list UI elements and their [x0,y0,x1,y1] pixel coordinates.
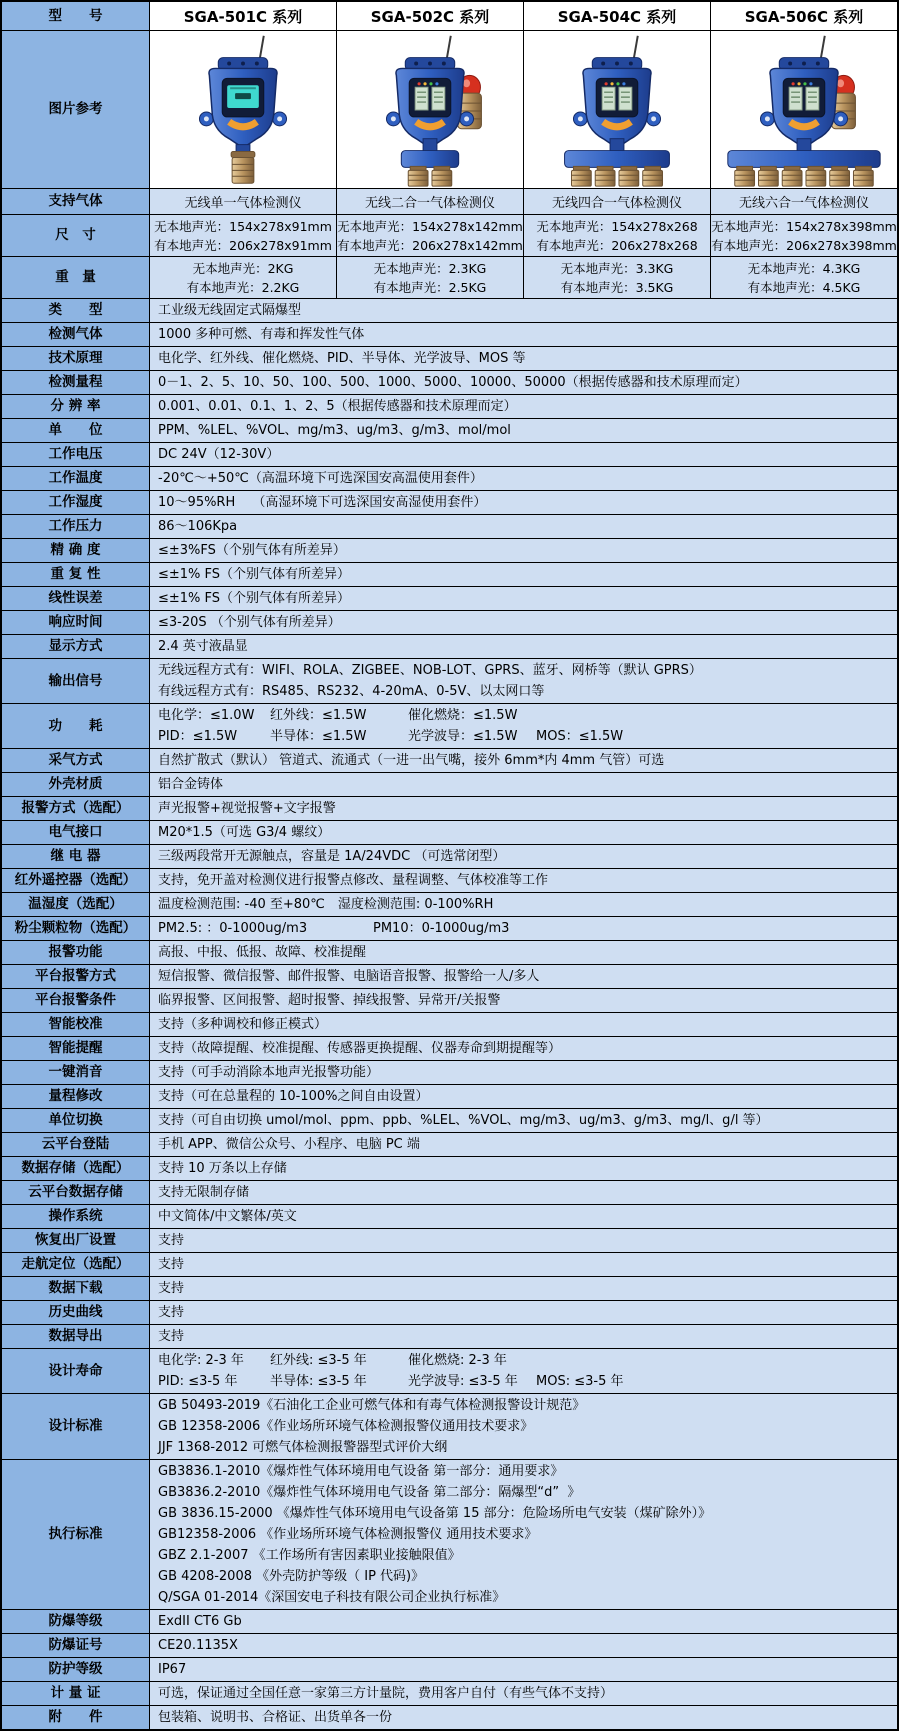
spec-segment: PM10：0-1000ug/m3 [373,921,510,936]
spec-line: GB 4208-2008 《外壳防护等级（ IP 代码)》 [158,1569,425,1584]
spec-row [2,773,897,797]
product-weight [150,257,337,298]
spec-line: 临界报警、区间报警、超时报警、掉线报警、异常开/关报警 [158,993,501,1008]
product-photo-sga-506c-icon [711,31,897,188]
spec-line: 自然扩散式（默认） 管道式、流通式（一进一出气嘴，接外 6mm*内 4mm 气管）可选 [158,753,665,768]
spec-line: 支持（可在总量程的 10-100%之间自由设置） [158,1089,429,1104]
spec-value [150,467,897,490]
product-photo-sga-501c-icon [150,31,337,188]
weight-line: 有本地声光：2.2KG [186,279,300,295]
dims-line: 无本地声光：154x278x142mm [337,218,523,234]
spec-label: 执行标准 [2,1460,150,1609]
spec-row [2,1706,897,1729]
spec-value [150,563,897,586]
spec-value [150,797,897,820]
dimensions-row [2,215,897,257]
spec-row [2,749,897,773]
spec-line: 支持 10 万条以上存储 [158,1161,287,1176]
spec-row [2,1658,897,1682]
spec-line: ≤±1% FS（个别气体有所差异） [158,567,351,582]
model-name-sga-501c: SGA-501C 系列 [150,2,337,30]
spec-segment: PID: ≤3-5 年 [158,1374,238,1389]
spec-value [150,1682,897,1705]
spec-value [150,1253,897,1276]
spec-row [2,467,897,491]
supported-gas-label: 支持气体 [2,189,150,214]
gas-detector-illustration [337,31,523,188]
spec-line: IP67 [158,1662,187,1677]
spec-row [2,419,897,443]
spec-label: 量程修改 [2,1085,150,1108]
spec-value [150,704,897,748]
product-dims [337,215,524,256]
spec-label: 报警功能 [2,941,150,964]
dims-line: 有本地声光：206x278x268 [536,237,698,253]
spec-label: 报警方式（选配） [2,797,150,820]
spec-label: 工作温度 [2,467,150,490]
spec-label: 精 确 度 [2,539,150,562]
spec-value [150,821,897,844]
spec-value [150,1037,897,1060]
spec-label: 电气接口 [2,821,150,844]
spec-label: 计 量 证 [2,1682,150,1705]
spec-label: 红外遥控器（选配） [2,869,150,892]
spec-row [2,323,897,347]
spec-line: 中文简体/中文繁体/英文 [158,1209,297,1224]
spec-row [2,797,897,821]
spec-label: 工作电压 [2,443,150,466]
spec-row [2,635,897,659]
spec-value [150,347,897,370]
spec-line: 铝合金铸体 [158,777,224,792]
model-header-row [2,2,897,31]
spec-value [150,869,897,892]
spec-label: 分 辨 率 [2,395,150,418]
spec-line: 0.001、0.01、0.1、1、2、5（根据传感器和技术原理而定） [158,399,517,414]
product-type: 无线二合一气体检测仪 [337,189,524,214]
spec-label: 云平台登陆 [2,1133,150,1156]
spec-line: 支持 [158,1329,185,1344]
gas-detector-illustration [524,31,710,188]
model-name-sga-506c: SGA-506C 系列 [711,2,897,30]
spec-label: 线性误差 [2,587,150,610]
spec-label: 数据存储（选配） [2,1157,150,1180]
spec-line: GB12358-2006 《作业场所环境气体检测报警仪 通用技术要求》 [158,1527,538,1542]
spec-value [150,1229,897,1252]
spec-label: 云平台数据存储 [2,1181,150,1204]
image-row-label: 图片参考 [2,31,150,188]
spec-line: 支持无限制存储 [158,1185,250,1200]
spec-label: 重 复 性 [2,563,150,586]
spec-value [150,1277,897,1300]
spec-label: 粉尘颗粒物（选配） [2,917,150,940]
spec-label: 操作系统 [2,1205,150,1228]
spec-line: 10～95%RH （高湿环境下可选深国安高湿使用套件） [158,495,487,510]
spec-label: 数据下载 [2,1277,150,1300]
spec-line: -20℃～+50℃（高温环境下可选深国安高温使用套件） [158,471,483,486]
spec-line: JJF 1368-2012 可燃气体检测报警器型式评价大纲 [158,1440,448,1455]
model-row-label: 型 号 [2,2,150,30]
spec-value [150,1157,897,1180]
weight-line: 无本地声光：3.3KG [560,260,674,276]
spec-value [150,1460,897,1609]
spec-segment: 光学波导: ≤3-5 年 [408,1374,518,1389]
spec-row [2,611,897,635]
spec-label: 智能校准 [2,1013,150,1036]
spec-label: 工作压力 [2,515,150,538]
spec-label: 检测气体 [2,323,150,346]
spec-label: 历史曲线 [2,1301,150,1324]
spec-segment: MOS：≤1.5W [536,729,624,744]
spec-line: ≤±3%FS（个别气体有所差异） [158,543,346,558]
spec-line: 三级两段常开无源触点，容量是 1A/24VDC （可选常闭型） [158,849,506,864]
spec-value [150,965,897,988]
spec-row [2,1460,897,1610]
spec-line: M20*1.5（可选 G3/4 螺纹） [158,825,331,840]
spec-segment-line [158,726,889,747]
model-name-sga-502c: SGA-502C 系列 [337,2,524,30]
spec-label: 单位切换 [2,1109,150,1132]
spec-label: 附 件 [2,1706,150,1729]
spec-line: 支持 [158,1305,185,1320]
spec-value [150,917,897,940]
spec-line: 有线远程方式有：RS485、RS232、4-20mA、0-5V、以太网口等 [158,684,545,699]
spec-row [2,917,897,941]
spec-value [150,635,897,658]
spec-value [150,1181,897,1204]
spec-row [2,659,897,704]
supported-gas-row [2,189,897,215]
spec-label: 防护等级 [2,1658,150,1681]
spec-row [2,893,897,917]
spec-line: 支持（可手动消除本地声光报警功能） [158,1065,380,1080]
spec-segment: 电化学：≤1.0W [158,708,255,723]
spec-value [150,893,897,916]
spec-row [2,1205,897,1229]
spec-value [150,443,897,466]
spec-row [2,1181,897,1205]
spec-value [150,539,897,562]
weight-line: 无本地声光：2KG [192,260,294,276]
product-photo-sga-502c-icon [337,31,524,188]
product-type: 无线单一气体检测仪 [150,189,337,214]
spec-row [2,1349,897,1394]
dims-line: 有本地声光：206x278x142mm [337,237,523,253]
spec-label: 防爆等级 [2,1610,150,1633]
spec-line: PPM、%LEL、%VOL、mg/m3、ug/m3、g/m3、mol/mol [158,423,511,438]
product-dims [150,215,337,256]
spec-row [2,347,897,371]
spec-row [2,1133,897,1157]
spec-value [150,1706,897,1729]
spec-row [2,395,897,419]
spec-value [150,1013,897,1036]
spec-label: 防爆证号 [2,1634,150,1657]
spec-value [150,1610,897,1633]
dimensions-label: 尺 寸 [2,215,150,256]
spec-row [2,563,897,587]
spec-row [2,443,897,467]
spec-segment: 催化燃烧: 2-3 年 [408,1353,507,1368]
spec-value [150,323,897,346]
weight-row [2,257,897,299]
spec-value [150,1301,897,1324]
spec-line: 1000 多种可燃、有毒和挥发性气体 [158,327,365,342]
spec-segment: 催化燃烧：≤1.5W [408,708,518,723]
spec-segment: PID：≤1.5W [158,729,238,744]
spec-label: 设计标准 [2,1394,150,1459]
spec-segment: 光学波导：≤1.5W [408,729,518,744]
spec-line: 支持 [158,1233,185,1248]
spec-value [150,845,897,868]
spec-line: 声光报警+视觉报警+文字报警 [158,801,336,816]
spec-value [150,1658,897,1681]
spec-line: Q/SGA 01-2014《深国安电子科技有限公司企业执行标准》 [158,1590,506,1605]
spec-row [2,1157,897,1181]
spec-line: 包装箱、说明书、合格证、出货单各一份 [158,1710,393,1725]
gas-detector-illustration [150,31,336,188]
spec-label: 智能提醒 [2,1037,150,1060]
spec-label: 走航定位（选配） [2,1253,150,1276]
spec-segment: PM2.5: ：0-1000ug/m3 [158,921,308,936]
spec-line: ≤3-20S （个别气体有所差异） [158,615,341,630]
spec-row [2,539,897,563]
spec-label: 数据导出 [2,1325,150,1348]
spec-label: 检测量程 [2,371,150,394]
weight-line: 无本地声光：2.3KG [373,260,487,276]
spec-value [150,419,897,442]
spec-segment: 电化学: 2-3 年 [158,1353,244,1368]
spec-row [2,1301,897,1325]
spec-line: 手机 APP、微信公众号、小程序、电脑 PC 端 [158,1137,420,1152]
spec-segment: 半导体: ≤3-5 年 [270,1374,367,1389]
spec-row [2,1085,897,1109]
spec-segment: 红外线：≤1.5W [270,708,367,723]
spec-value [150,395,897,418]
spec-segment: MOS: ≤3-5 年 [536,1374,624,1389]
spec-label: 响应时间 [2,611,150,634]
spec-row [2,491,897,515]
spec-row [2,587,897,611]
spec-line: 温度检测范围: -40 至+80℃ 湿度检测范围: 0-100%RH [158,897,494,912]
spec-label: 一键消音 [2,1061,150,1084]
spec-row [2,989,897,1013]
spec-line: GBZ 2.1-2007 《工作场所有害因素职业接触限值》 [158,1548,461,1563]
spec-row [2,1610,897,1634]
spec-value [150,299,897,322]
spec-value [150,1109,897,1132]
spec-line: 工业级无线固定式隔爆型 [158,303,302,318]
spec-line: 可选，保证通过全国任意一家第三方计量院，费用客户自付（有些气体不支持） [158,1686,614,1701]
weight-line: 有本地声光：3.5KG [560,279,674,295]
spec-row [2,1037,897,1061]
spec-line: GB3836.2-2010《爆炸性气体环境用电气设备 第二部分：隔爆型“d” 》 [158,1485,581,1500]
spec-value [150,1634,897,1657]
spec-value [150,1394,897,1459]
spec-line: 支持，免开盖对检测仪进行报警点修改、量程调整、气体校准等工作 [158,873,549,888]
spec-label: 平台报警方式 [2,965,150,988]
product-image-row [2,31,897,189]
spec-value [150,1349,897,1393]
weight-line: 有本地声光：4.5KG [747,279,861,295]
spec-label: 设计寿命 [2,1349,150,1393]
spec-value [150,773,897,796]
spec-line: 支持 [158,1281,185,1296]
spec-value [150,587,897,610]
spec-row [2,1061,897,1085]
spec-row [2,515,897,539]
spec-value [150,515,897,538]
spec-label: 类 型 [2,299,150,322]
spec-label: 采气方式 [2,749,150,772]
spec-segment-line [158,1350,889,1371]
product-type: 无线六合一气体检测仪 [711,189,897,214]
spec-line: GB 50493-2019《石油化工企业可燃气体和有毒气体检测报警设计规范》 [158,1398,586,1413]
spec-value [150,989,897,1012]
spec-label: 显示方式 [2,635,150,658]
spec-line: ≤±1% FS（个别气体有所差异） [158,591,351,606]
spec-label: 工作湿度 [2,491,150,514]
spec-value [150,491,897,514]
spec-row [2,1682,897,1706]
spec-row [2,1634,897,1658]
spec-line: 0－1、2、5、10、50、100、500、1000、5000、10000、50000（根据传感器和技术原理而定） [158,375,748,390]
spec-value [150,749,897,772]
spec-row [2,299,897,323]
dims-line: 有本地声光：206x278x398mm [711,237,897,253]
spec-line: DC 24V（12-30V） [158,447,280,462]
spec-label: 温湿度（选配） [2,893,150,916]
spec-segment-line [158,705,889,726]
weight-line: 无本地声光：4.3KG [747,260,861,276]
weight-line: 有本地声光：2.5KG [373,279,487,295]
spec-row [2,869,897,893]
spec-line: 电化学、红外线、催化燃烧、PID、半导体、光学波导、MOS 等 [158,351,526,366]
dims-line: 有本地声光：206x278x91mm [154,237,332,253]
spec-value [150,1325,897,1348]
spec-label: 平台报警条件 [2,989,150,1012]
spec-value [150,1205,897,1228]
spec-row [2,1277,897,1301]
spec-rows-container [2,299,897,1729]
spec-segment-line [158,1371,889,1392]
spec-value [150,1133,897,1156]
spec-row [2,1394,897,1460]
spec-label: 技术原理 [2,347,150,370]
spec-row [2,941,897,965]
spec-line: 支持（可自由切换 umol/mol、ppm、ppb、%LEL、%VOL、mg/m3、ug/m3、g/m3、mg/l、g/l 等） [158,1113,769,1128]
dims-line: 无本地声光：154x278x91mm [154,218,332,234]
spec-row [2,371,897,395]
spec-label: 外壳材质 [2,773,150,796]
spec-line: 高报、中报、低报、故障、校准提醒 [158,945,367,960]
spec-row [2,821,897,845]
product-weight [711,257,897,298]
product-dims [524,215,711,256]
spec-row [2,845,897,869]
spec-row [2,1253,897,1277]
spec-line: 短信报警、微信报警、邮件报警、电脑语音报警、报警给一人/多人 [158,969,540,984]
model-name-sga-504c: SGA-504C 系列 [524,2,711,30]
spec-line: 支持（故障提醒、校准提醒、传感器更换提醒、仪器寿命到期提醒等） [158,1041,562,1056]
spec-line: ExdII CT6 Gb [158,1614,242,1629]
spec-segment: 半导体：≤1.5W [270,729,367,744]
spec-line: GB3836.1-2010《爆炸性气体环境用电气设备 第一部分：通用要求》 [158,1464,564,1479]
spec-value [150,611,897,634]
spec-row [2,965,897,989]
spec-row [2,1013,897,1037]
product-type: 无线四合一气体检测仪 [524,189,711,214]
dims-line: 无本地声光：154x278x398mm [711,218,897,234]
spec-row [2,704,897,749]
spec-segment: 红外线: ≤3-5 年 [270,1353,367,1368]
dims-line: 无本地声光：154x278x268 [536,218,698,234]
product-weight [524,257,711,298]
product-dims [711,215,897,256]
spec-line: 86～106Kpa [158,519,238,534]
spec-value [150,371,897,394]
spec-value [150,941,897,964]
spec-row [2,1325,897,1349]
spec-label: 功 耗 [2,704,150,748]
spec-line: GB 12358-2006《作业场所环境气体检测报警仪通用技术要求》 [158,1419,534,1434]
spec-label: 恢复出厂设置 [2,1229,150,1252]
gas-detector-illustration [711,31,897,188]
spec-label: 继 电 器 [2,845,150,868]
spec-line: 无线远程方式有：WIFI、ROLA、ZIGBEE、NOB-LOT、GPRS、蓝牙、网桥等（默认 GPRS） [158,663,702,678]
spec-line: 支持（多种调校和修正模式） [158,1017,328,1032]
product-weight [337,257,524,298]
spec-segment-line [158,918,889,939]
spec-line: CE20.1135X [158,1638,238,1653]
spec-row [2,1229,897,1253]
spec-line: 支持 [158,1257,185,1272]
spec-label: 输出信号 [2,659,150,703]
spec-value [150,1085,897,1108]
spec-value [150,659,897,703]
spec-line: GB 3836.15-2000 《爆炸性气体环境用电气设备第 15 部分：危险场所电气安装（煤矿除外）》 [158,1506,712,1521]
spec-row [2,1109,897,1133]
spec-value [150,1061,897,1084]
spec-line: 2.4 英寸液晶显 [158,639,248,654]
weight-label: 重 量 [2,257,150,298]
product-photo-sga-504c-icon [524,31,711,188]
spec-label: 单 位 [2,419,150,442]
